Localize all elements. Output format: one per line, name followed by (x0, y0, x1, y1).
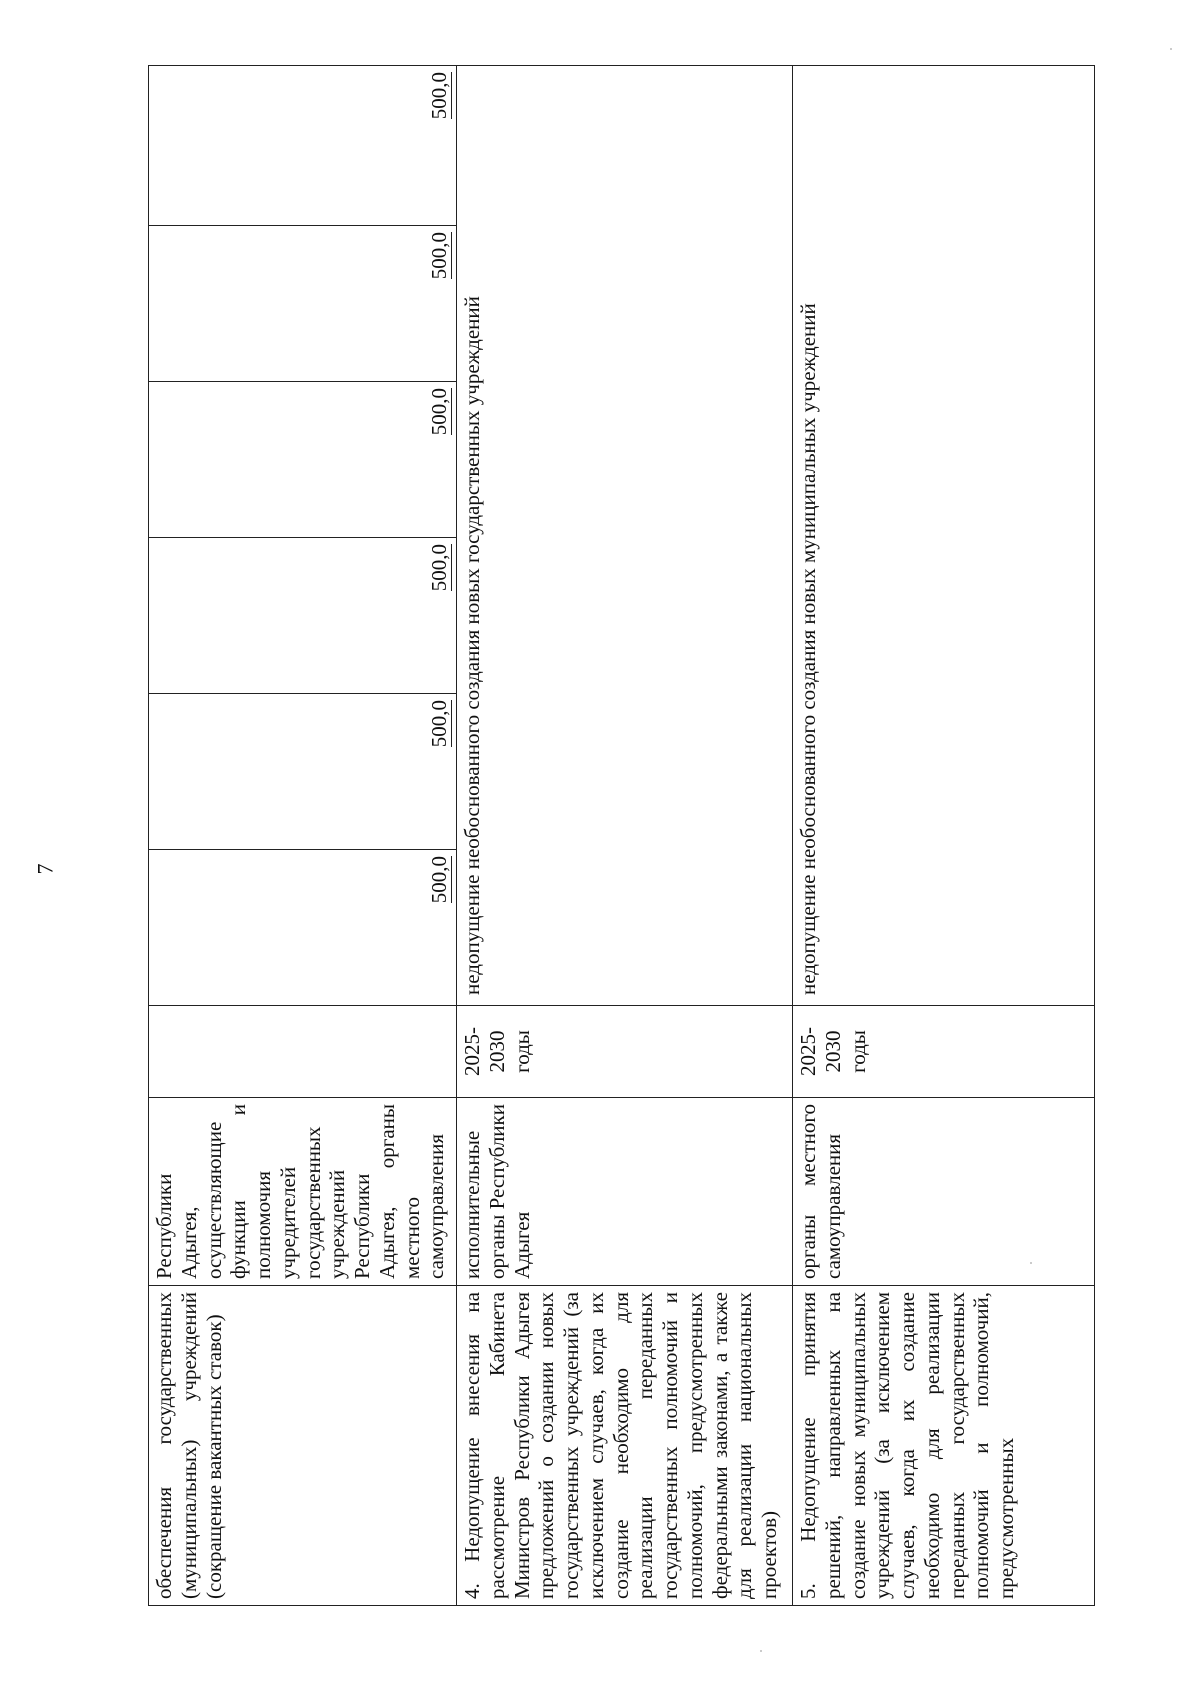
scan-speck (1170, 48, 1172, 50)
cell-amount-4 (149, 382, 457, 538)
amount-value: 500,0 (427, 700, 452, 748)
amount-value: 500,0 (427, 544, 452, 592)
cell-measure: 4. Недопущение внесения на рассмотрение Кабинета Министров Республики Адыгея предложений о создании новых государственных учреждений (за исключением случаев, когда их создание необходимо для реализации переданных государственных полномочий и полномочий, предусмотренных федеральными законами, а также для реализации национальных проектов) (457, 1286, 793, 1606)
measures-table (148, 65, 1095, 1606)
cell-result: недопущение необоснованного создания новых государственных учреждений (457, 66, 793, 1006)
cell-executor: органы местного самоуправления (793, 1098, 1095, 1286)
cell-amount-5 (149, 226, 457, 382)
amount-value: 500,0 (427, 72, 452, 120)
page-number: 7 (32, 863, 58, 875)
cell-amount-6 (149, 66, 457, 226)
table-row-4 (457, 66, 793, 1606)
cell-term: 2025-2030 годы (457, 1006, 793, 1098)
scan-speck (760, 1650, 762, 1652)
cell-amount-2 (149, 694, 457, 850)
table-row-continuation (149, 66, 457, 1606)
cell-result: недопущение необоснованного создания новых муниципальных учреждений (793, 66, 1095, 1006)
scan-speck (1030, 1262, 1032, 1264)
rotated-table-wrapper (148, 66, 1094, 1606)
cell-executor: исполнительные органы Республики Адыгея (457, 1098, 793, 1286)
cell-measure: 5. Недопущение принятия решений, направленных на создание новых муниципальных учреждений (за исключением случаев, когда их создание необходимо для реализации переданных государственных полномочий и полномочий, предусмотренных (793, 1286, 1095, 1606)
cell-term: 2025-2030 годы (793, 1006, 1095, 1098)
cell-term (149, 1006, 457, 1098)
cell-amount-3 (149, 538, 457, 694)
cell-measure: обеспечения государственных (муниципальных) учреждений (сокращение вакантных ставок) (149, 1286, 457, 1606)
amount-value: 500,0 (427, 856, 452, 904)
table-row-5 (793, 66, 1095, 1606)
cell-executor: Республики Адыгея, осуществляющие функции и полномочия учредителей государственных учреждений Республики Адыгея, органы местного самоуправления (149, 1098, 457, 1286)
amount-value: 500,0 (427, 388, 452, 436)
amount-value: 500,0 (427, 232, 452, 280)
cell-amount-1 (149, 850, 457, 1006)
